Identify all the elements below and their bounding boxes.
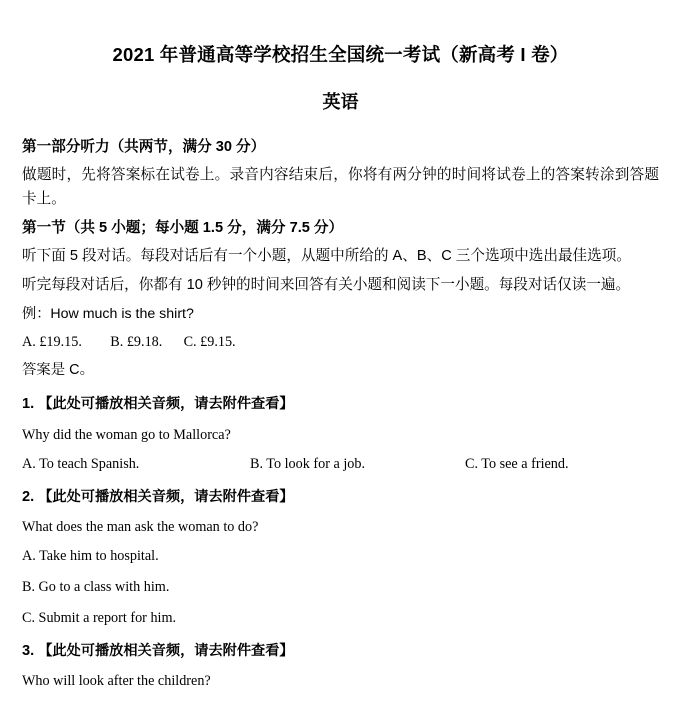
- question-3-header: [22, 640, 659, 663]
- example-question: 例：How much is the shirt?: [22, 305, 194, 322]
- question-2-audio-note[interactable]: 【此处可播放相关音频，请去附件查看】: [38, 488, 294, 505]
- question-1-number: 1.: [22, 396, 35, 413]
- page-title: 2021 年普通高等学校招生全国统一考试（新高考 I 卷）: [112, 44, 569, 65]
- question-1-options: [22, 453, 659, 475]
- question-1-option-c[interactable]: C. To see a friend.: [465, 455, 569, 472]
- question-1-header: [22, 393, 659, 416]
- example-answer: 答案是 C。: [22, 362, 94, 379]
- question-1-stem: Why did the woman go to Mallorca?: [22, 426, 231, 443]
- section-one-heading: 第一节（共 5 小题；每小题 1.5 分，满分 7.5 分）: [22, 219, 344, 236]
- section-one-instruction-1: 听下面 5 段对话。每段对话后有一个小题，从题中所给的 A、B、C 三个选项中选出最佳选项。: [22, 248, 631, 265]
- subject-title: 英语: [322, 92, 359, 113]
- question-2-number: 2.: [22, 488, 35, 505]
- part-one-heading: 第一部分听力（共两节，满分 30 分）: [22, 138, 266, 155]
- question-1-audio-note[interactable]: 【此处可播放相关音频，请去附件查看】: [38, 396, 294, 413]
- question-2-option-b[interactable]: B. Go to a class with him.: [22, 579, 170, 596]
- part-one-instruction: 做题时，先将答案标在试卷上。录音内容结束后，你将有两分钟的时间将试卷上的答案转涂到答题卡上。: [22, 167, 659, 208]
- question-2-options: [22, 545, 659, 629]
- question-3-stem: Who will look after the children?: [22, 673, 211, 690]
- question-2-option-c[interactable]: C. Submit a report for him.: [22, 610, 177, 627]
- question-3-number: 3.: [22, 643, 35, 660]
- example-options: A. £19.15. B. £9.18. C. £9.15.: [22, 334, 236, 351]
- question-2-option-a[interactable]: A. Take him to hospital.: [22, 548, 159, 565]
- question-3-audio-note[interactable]: 【此处可播放相关音频，请去附件查看】: [38, 643, 294, 660]
- question-2-stem: What does the man ask the woman to do?: [22, 519, 259, 536]
- question-2-header: [22, 486, 659, 509]
- question-1-option-a[interactable]: A. To teach Spanish.: [22, 455, 140, 472]
- question-1-option-b[interactable]: B. To look for a job.: [250, 455, 365, 472]
- section-one-instruction-2: 听完每段对话后，你都有 10 秒钟的时间来回答有关小题和阅读下一小题。每段对话仅读一遍。: [22, 276, 631, 293]
